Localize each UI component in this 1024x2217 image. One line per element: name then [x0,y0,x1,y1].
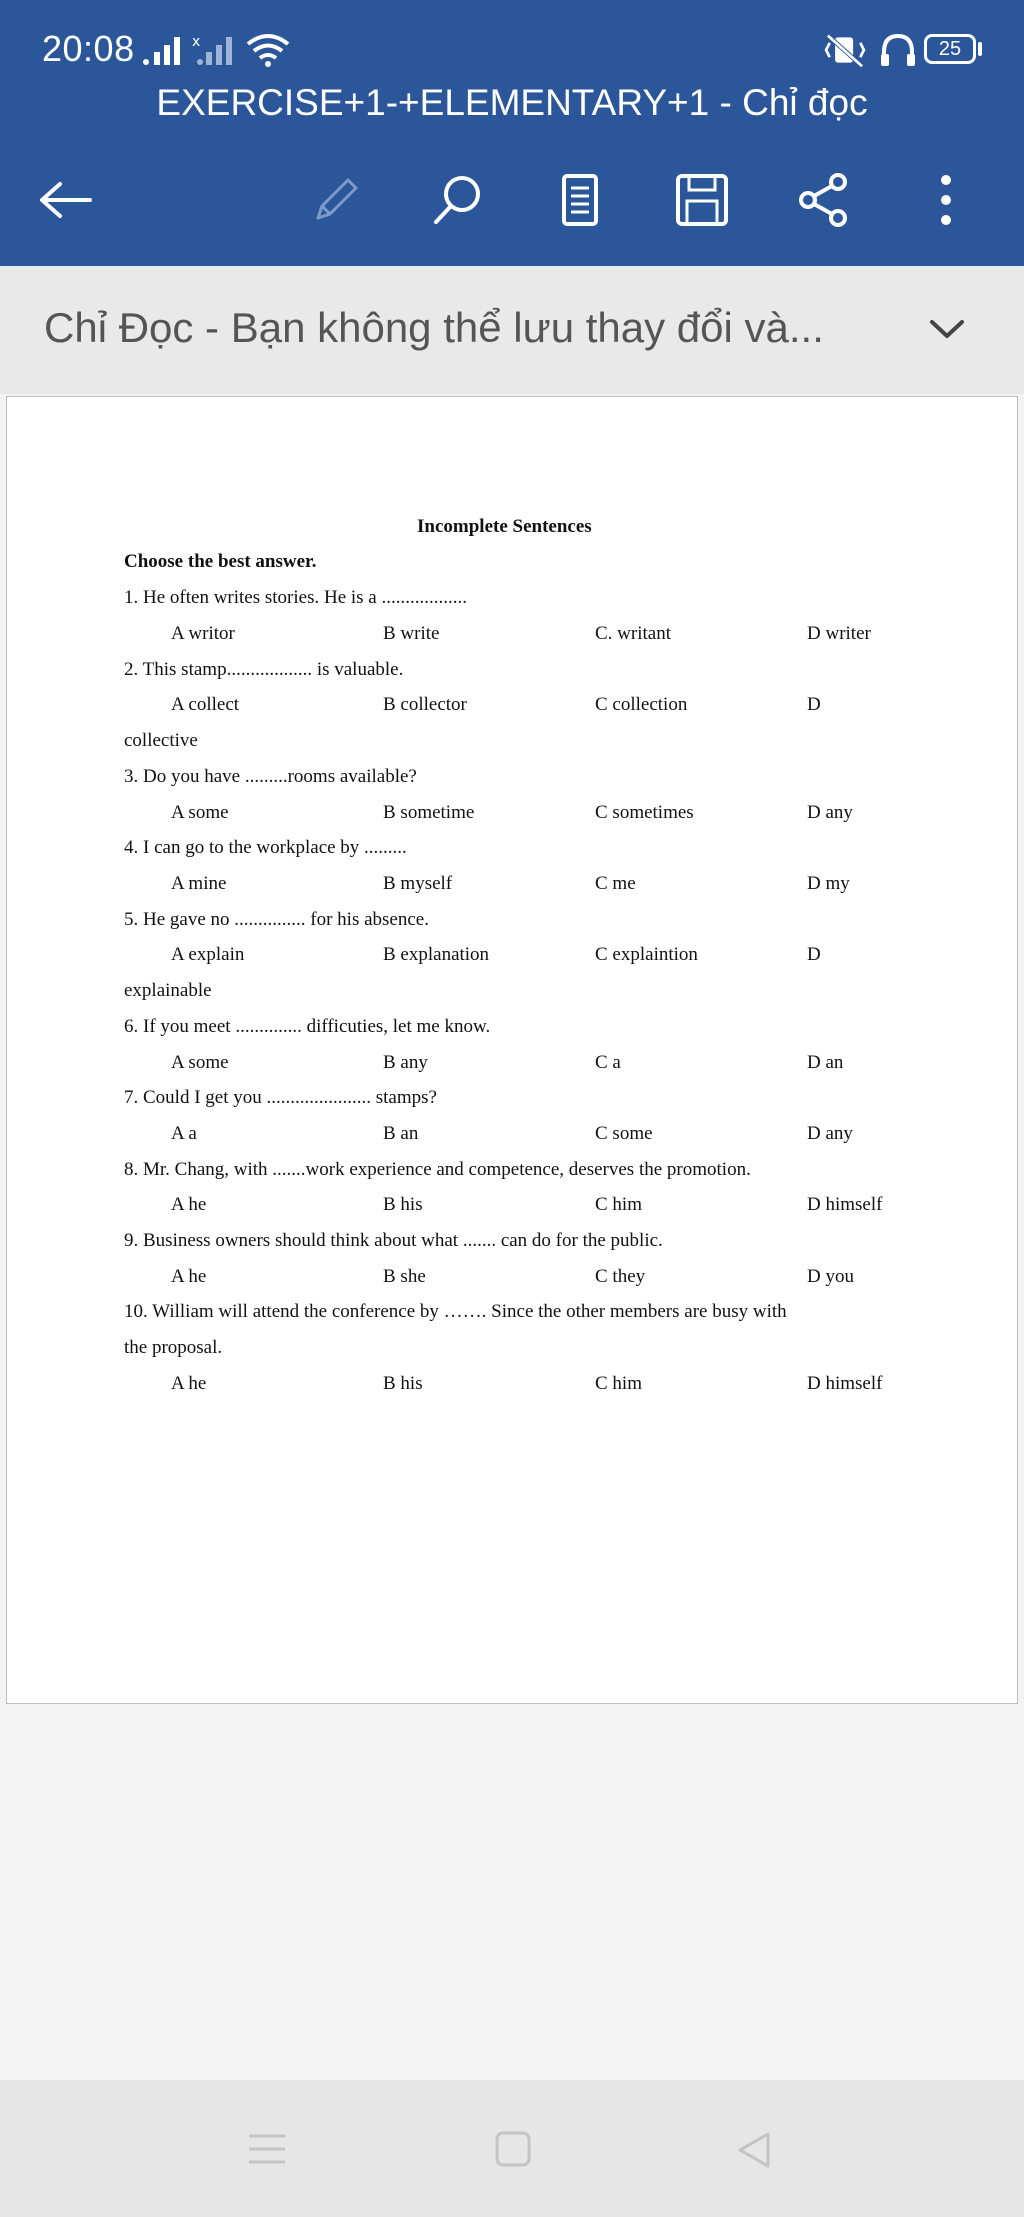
wrapped-option: collective [124,730,198,751]
question-line: 4. I can go to the workplace by ......... [124,837,407,858]
option-b: B explanation [383,944,490,965]
option-d: D [807,944,821,965]
option-d: D my [807,873,850,894]
option-b: B his [383,1194,423,1215]
option-d: D any [807,1123,853,1144]
option-c: C sometimes [595,802,694,823]
option-c: C me [595,873,636,894]
vibrate-icon [822,32,868,68]
option-c: C a [595,1052,621,1073]
home-square-icon[interactable] [494,2130,532,2168]
option-b: B sometime [383,802,475,823]
option-b: B his [383,1373,423,1394]
share-icon [796,172,852,228]
search-button[interactable] [428,170,488,230]
svg-text:x: x [192,34,201,50]
option-a: A a [171,1123,197,1144]
option-b: B write [383,623,440,644]
option-d: D you [807,1266,854,1287]
signal-2-icon [192,32,238,68]
option-a: A mine [171,873,227,894]
question-line: 7. Could I get you ...................... stamps? [124,1087,437,1108]
option-d: D himself [807,1194,883,1215]
question-line: 10. William will attend the conference by ……. Since the other members are busy with [124,1301,787,1322]
option-d: D himself [807,1373,883,1394]
question-line: 1. He often writes stories. He is a .................. [124,587,467,608]
read-only-message: Chỉ Đọc - Bạn không thể lưu thay đổi và... [44,304,824,351]
headphones-icon [878,32,918,68]
option-c: C him [595,1373,642,1394]
reading-view-button[interactable] [550,170,610,230]
option-d: D an [807,1052,844,1073]
document-page[interactable] [6,396,1018,1704]
option-d: D writer [807,623,871,644]
option-a: A collect [171,694,240,715]
question-line: 6. If you meet .............. difficuties, let me know. [124,1016,491,1037]
question-line: 3. Do you have .........rooms available? [124,766,417,787]
read-only-banner[interactable] [0,266,1024,394]
option-a: A he [171,1373,207,1394]
option-c: C collection [595,694,688,715]
question-line: 9. Business owners should think about what ....... can do for the public. [124,1230,663,1251]
status-time: 20:08 [42,28,135,69]
save-icon [675,173,729,227]
document-title: EXERCISE+1-+ELEMENTARY+1 - Chỉ đọc [156,82,868,123]
battery-tip [978,42,982,56]
option-a: A writor [171,623,235,644]
reading-view-icon [560,173,600,227]
system-nav-bar [0,2080,1024,2217]
option-b: B any [383,1052,428,1073]
pencil-icon [310,174,362,226]
option-d: D [807,694,821,715]
option-c: C. writant [595,623,671,644]
question-line: 8. Mr. Chang, with .......work experience and competence, deserves the promotion. [124,1159,751,1180]
back-button[interactable] [36,170,96,230]
option-a: A he [171,1266,207,1287]
option-a: A he [171,1194,207,1215]
doc-instruction: Choose the best answer. [124,551,317,572]
option-c: C some [595,1123,653,1144]
option-a: A some [171,802,229,823]
option-a: A explain [171,944,245,965]
option-c: C they [595,1266,646,1287]
back-triangle-icon[interactable] [734,2130,774,2170]
wrapped-option: explainable [124,980,212,1001]
question-line: 5. He gave no ............... for his absence. [124,909,429,930]
option-a: A some [171,1052,229,1073]
more-options-button[interactable] [916,170,976,230]
option-b: B myself [383,873,453,894]
back-arrow-icon [38,178,94,222]
option-b: B an [383,1123,419,1144]
question-line-continued: the proposal. [124,1337,223,1358]
option-b: B collector [383,694,467,715]
wifi-icon [244,32,292,68]
more-vertical-icon [936,172,956,228]
share-button[interactable] [794,170,854,230]
save-button[interactable] [672,170,732,230]
option-b: B she [383,1266,426,1287]
option-d: D any [807,802,853,823]
edit-button[interactable] [306,170,366,230]
search-icon [430,172,486,228]
battery-level: 25 [938,37,962,60]
option-c: C explaintion [595,944,698,965]
menu-icon[interactable] [247,2132,287,2166]
signal-icon [142,32,188,68]
chevron-down-icon[interactable] [926,314,968,342]
app-header [0,0,1024,266]
battery-icon [924,34,976,64]
doc-heading: Incomplete Sentences [417,516,592,537]
option-c: C him [595,1194,642,1215]
question-line: 2. This stamp.................. is valuable. [124,659,404,680]
